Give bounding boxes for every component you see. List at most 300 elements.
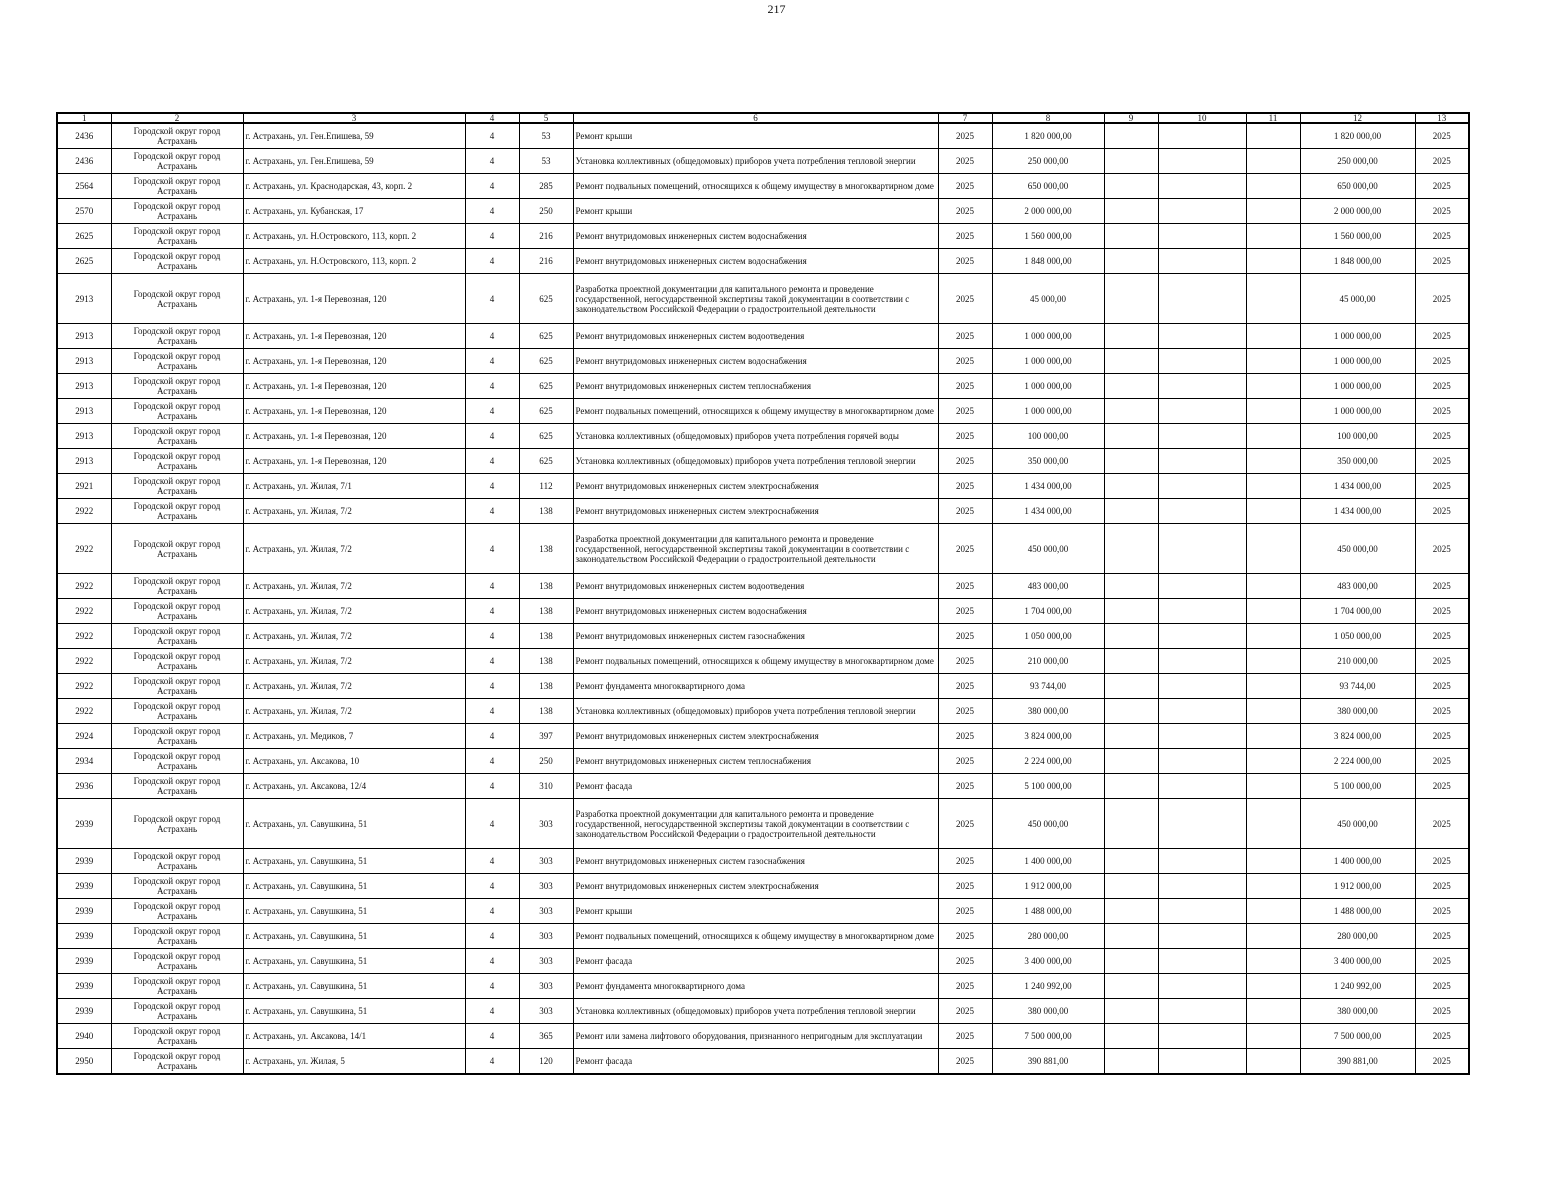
cell-municipality: Городской округ город Астрахань — [111, 1024, 243, 1049]
cell-year-start: 2025 — [938, 474, 992, 499]
cell-work-type: Установка коллективных (общедомовых) приборов учета потребления тепловой энергии — [573, 999, 938, 1024]
cell-cost-total: 1 704 000,00 — [992, 599, 1104, 624]
cell-cost-2 — [1158, 849, 1246, 874]
cell-year-end: 2025 — [1415, 749, 1469, 774]
cell-cost-total: 1 820 000,00 — [992, 123, 1104, 149]
cell-cost-2 — [1158, 424, 1246, 449]
cell-year-end: 2025 — [1415, 499, 1469, 524]
cell-municipality: Городской округ город Астрахань — [111, 849, 243, 874]
cell-year-start: 2025 — [938, 974, 992, 999]
cell-address: г. Астрахань, ул. 1-я Перевозная, 120 — [243, 349, 465, 374]
cell-apartments: 112 — [519, 474, 573, 499]
cell-cost-1 — [1104, 524, 1158, 574]
cell-cost-3 — [1246, 749, 1300, 774]
cell-year-end: 2025 — [1415, 624, 1469, 649]
cell-year-end: 2025 — [1415, 224, 1469, 249]
cell-year-end: 2025 — [1415, 324, 1469, 349]
table-row — [57, 324, 1469, 349]
cell-year-start: 2025 — [938, 574, 992, 599]
cell-year-end: 2025 — [1415, 599, 1469, 624]
cell-apartments: 216 — [519, 249, 573, 274]
table-row — [57, 949, 1469, 974]
cell-cost-3 — [1246, 874, 1300, 899]
cell-cost-1 — [1104, 724, 1158, 749]
table-row — [57, 749, 1469, 774]
cell-apartments: 303 — [519, 949, 573, 974]
cell-cost-2 — [1158, 924, 1246, 949]
cell-address: г. Астрахань, ул. Аксакова, 12/4 — [243, 774, 465, 799]
cell-cost-total: 380 000,00 — [992, 699, 1104, 724]
cell-cost-total: 1 434 000,00 — [992, 499, 1104, 524]
cell-record-id: 2939 — [57, 799, 111, 849]
cell-apartments: 216 — [519, 224, 573, 249]
cell-year-end: 2025 — [1415, 924, 1469, 949]
table-row — [57, 974, 1469, 999]
cell-floors: 4 — [465, 274, 519, 324]
cell-year-end: 2025 — [1415, 899, 1469, 924]
cell-year-end: 2025 — [1415, 874, 1469, 899]
cell-cost-total: 280 000,00 — [992, 924, 1104, 949]
cell-cost-fund: 210 000,00 — [1300, 649, 1415, 674]
cell-cost-3 — [1246, 374, 1300, 399]
column-header-8: 8 — [992, 113, 1104, 123]
cell-address: г. Астрахань, ул. 1-я Перевозная, 120 — [243, 399, 465, 424]
cell-cost-1 — [1104, 474, 1158, 499]
cell-cost-3 — [1246, 649, 1300, 674]
cell-cost-1 — [1104, 224, 1158, 249]
cell-cost-total: 1 000 000,00 — [992, 374, 1104, 399]
cell-cost-3 — [1246, 974, 1300, 999]
cell-cost-fund: 250 000,00 — [1300, 149, 1415, 174]
cell-cost-total: 450 000,00 — [992, 524, 1104, 574]
cell-municipality: Городской округ город Астрахань — [111, 1049, 243, 1075]
cell-cost-total: 210 000,00 — [992, 649, 1104, 674]
cell-cost-3 — [1246, 999, 1300, 1024]
cell-floors: 4 — [465, 624, 519, 649]
cell-cost-3 — [1246, 149, 1300, 174]
cell-address: г. Астрахань, ул. Медиков, 7 — [243, 724, 465, 749]
cell-floors: 4 — [465, 149, 519, 174]
table-row — [57, 924, 1469, 949]
cell-year-end: 2025 — [1415, 399, 1469, 424]
cell-work-type: Ремонт фундамента многоквартирного дома — [573, 674, 938, 699]
cell-cost-1 — [1104, 899, 1158, 924]
cell-cost-total: 1 000 000,00 — [992, 324, 1104, 349]
cell-record-id: 2934 — [57, 749, 111, 774]
cell-year-start: 2025 — [938, 224, 992, 249]
table-row — [57, 874, 1469, 899]
cell-work-type: Ремонт фасада — [573, 774, 938, 799]
cell-cost-total: 7 500 000,00 — [992, 1024, 1104, 1049]
table-row — [57, 224, 1469, 249]
cell-record-id: 2936 — [57, 774, 111, 799]
cell-apartments: 303 — [519, 924, 573, 949]
cell-year-start: 2025 — [938, 774, 992, 799]
cell-cost-fund: 5 100 000,00 — [1300, 774, 1415, 799]
cell-cost-fund: 1 400 000,00 — [1300, 849, 1415, 874]
cell-municipality: Городской округ город Астрахань — [111, 599, 243, 624]
cell-work-type: Ремонт подвальных помещений, относящихся к общему имуществу в многоквартирном доме — [573, 649, 938, 674]
cell-municipality: Городской округ город Астрахань — [111, 974, 243, 999]
cell-address: г. Астрахань, ул. Жилая, 7/2 — [243, 674, 465, 699]
cell-record-id: 2913 — [57, 449, 111, 474]
cell-work-type: Ремонт внутридомовых инженерных систем электроснабжения — [573, 474, 938, 499]
cell-municipality: Городской округ город Астрахань — [111, 899, 243, 924]
cell-year-start: 2025 — [938, 399, 992, 424]
cell-cost-1 — [1104, 1024, 1158, 1049]
cell-floors: 4 — [465, 949, 519, 974]
cell-cost-2 — [1158, 1024, 1246, 1049]
cell-address: г. Астрахань, ул. Савушкина, 51 — [243, 849, 465, 874]
cell-floors: 4 — [465, 199, 519, 224]
cell-cost-fund: 1 560 000,00 — [1300, 224, 1415, 249]
cell-floors: 4 — [465, 799, 519, 849]
cell-address: г. Астрахань, ул. Савушкина, 51 — [243, 899, 465, 924]
cell-cost-total: 45 000,00 — [992, 274, 1104, 324]
cell-floors: 4 — [465, 574, 519, 599]
cell-cost-3 — [1246, 1049, 1300, 1075]
cell-cost-1 — [1104, 874, 1158, 899]
cell-cost-3 — [1246, 724, 1300, 749]
cell-year-end: 2025 — [1415, 799, 1469, 849]
cell-apartments: 138 — [519, 624, 573, 649]
cell-record-id: 2913 — [57, 349, 111, 374]
cell-record-id: 2436 — [57, 123, 111, 149]
cell-cost-fund: 1 000 000,00 — [1300, 374, 1415, 399]
cell-year-end: 2025 — [1415, 949, 1469, 974]
table-row — [57, 1024, 1469, 1049]
cell-floors: 4 — [465, 599, 519, 624]
cell-year-end: 2025 — [1415, 349, 1469, 374]
cell-cost-2 — [1158, 999, 1246, 1024]
cell-address: г. Астрахань, ул. Жилая, 7/2 — [243, 524, 465, 574]
cell-cost-3 — [1246, 599, 1300, 624]
cell-work-type: Разработка проектной документации для капитального ремонта и проведение государственной, негосударственной экспертизы такой документации в соответствии с законодательством Российской Федерации о градостроительной деятельности — [573, 274, 938, 324]
cell-record-id: 2922 — [57, 499, 111, 524]
cell-work-type: Ремонт крыши — [573, 199, 938, 224]
cell-address: г. Астрахань, ул. Аксакова, 10 — [243, 749, 465, 774]
cell-municipality: Городской округ город Астрахань — [111, 449, 243, 474]
cell-year-end: 2025 — [1415, 999, 1469, 1024]
cell-year-start: 2025 — [938, 674, 992, 699]
cell-record-id: 2921 — [57, 474, 111, 499]
cell-work-type: Ремонт подвальных помещений, относящихся к общему имуществу в многоквартирном доме — [573, 399, 938, 424]
cell-municipality: Городской округ город Астрахань — [111, 724, 243, 749]
cell-cost-2 — [1158, 499, 1246, 524]
cell-cost-2 — [1158, 524, 1246, 574]
cell-cost-2 — [1158, 624, 1246, 649]
cell-year-end: 2025 — [1415, 774, 1469, 799]
cell-apartments: 303 — [519, 974, 573, 999]
cell-record-id: 2913 — [57, 424, 111, 449]
cell-cost-3 — [1246, 324, 1300, 349]
cell-cost-1 — [1104, 674, 1158, 699]
cell-cost-2 — [1158, 599, 1246, 624]
cell-address: г. Астрахань, ул. Жилая, 7/2 — [243, 499, 465, 524]
cell-cost-2 — [1158, 474, 1246, 499]
cell-cost-fund: 1 050 000,00 — [1300, 624, 1415, 649]
cell-record-id: 2939 — [57, 849, 111, 874]
cell-cost-total: 5 100 000,00 — [992, 774, 1104, 799]
cell-cost-fund: 3 400 000,00 — [1300, 949, 1415, 974]
cell-cost-1 — [1104, 949, 1158, 974]
cell-year-start: 2025 — [938, 349, 992, 374]
cell-municipality: Городской округ город Астрахань — [111, 349, 243, 374]
cell-cost-2 — [1158, 674, 1246, 699]
cell-year-end: 2025 — [1415, 123, 1469, 149]
cell-record-id: 2625 — [57, 249, 111, 274]
cell-apartments: 138 — [519, 674, 573, 699]
cell-municipality: Городской округ город Астрахань — [111, 149, 243, 174]
cell-floors: 4 — [465, 524, 519, 574]
cell-year-start: 2025 — [938, 274, 992, 324]
table-row — [57, 349, 1469, 374]
cell-apartments: 138 — [519, 524, 573, 574]
cell-cost-total: 3 400 000,00 — [992, 949, 1104, 974]
cell-address: г. Астрахань, ул. Савушкина, 51 — [243, 799, 465, 849]
cell-cost-1 — [1104, 849, 1158, 874]
cell-work-type: Установка коллективных (общедомовых) приборов учета потребления тепловой энергии — [573, 149, 938, 174]
cell-cost-1 — [1104, 624, 1158, 649]
cell-municipality: Городской округ город Астрахань — [111, 324, 243, 349]
cell-municipality: Городской округ город Астрахань — [111, 174, 243, 199]
cell-cost-total: 2 000 000,00 — [992, 199, 1104, 224]
table-row — [57, 899, 1469, 924]
cell-cost-1 — [1104, 149, 1158, 174]
cell-floors: 4 — [465, 1024, 519, 1049]
cell-address: г. Астрахань, ул. Ген.Епишева, 59 — [243, 123, 465, 149]
cell-work-type: Ремонт крыши — [573, 899, 938, 924]
column-header-3: 3 — [243, 113, 465, 123]
cell-work-type: Ремонт фасада — [573, 1049, 938, 1075]
cell-cost-2 — [1158, 799, 1246, 849]
cell-year-start: 2025 — [938, 724, 992, 749]
cell-apartments: 285 — [519, 174, 573, 199]
cell-year-start: 2025 — [938, 524, 992, 574]
cell-floors: 4 — [465, 224, 519, 249]
cell-municipality: Городской округ город Астрахань — [111, 574, 243, 599]
cell-apartments: 138 — [519, 499, 573, 524]
cell-record-id: 2436 — [57, 149, 111, 174]
cell-apartments: 138 — [519, 599, 573, 624]
cell-year-start: 2025 — [938, 374, 992, 399]
cell-cost-3 — [1246, 174, 1300, 199]
cell-year-start: 2025 — [938, 849, 992, 874]
cell-cost-1 — [1104, 499, 1158, 524]
cell-floors: 4 — [465, 849, 519, 874]
cell-cost-total: 2 224 000,00 — [992, 749, 1104, 774]
cell-record-id: 2625 — [57, 224, 111, 249]
cell-cost-fund: 483 000,00 — [1300, 574, 1415, 599]
cell-address: г. Астрахань, ул. Савушкина, 51 — [243, 999, 465, 1024]
cell-work-type: Ремонт подвальных помещений, относящихся к общему имуществу в многоквартирном доме — [573, 174, 938, 199]
cell-cost-3 — [1246, 399, 1300, 424]
cell-cost-fund: 1 912 000,00 — [1300, 874, 1415, 899]
cell-address: г. Астрахань, ул. Кубанская, 17 — [243, 199, 465, 224]
table-row — [57, 624, 1469, 649]
cell-address: г. Астрахань, ул. Н.Островского, 113, корп. 2 — [243, 249, 465, 274]
table-row — [57, 799, 1469, 849]
cell-cost-fund: 93 744,00 — [1300, 674, 1415, 699]
cell-cost-fund: 1 488 000,00 — [1300, 899, 1415, 924]
cell-municipality: Городской округ город Астрахань — [111, 123, 243, 149]
table-row — [57, 174, 1469, 199]
cell-cost-3 — [1246, 449, 1300, 474]
cell-work-type: Ремонт фундамента многоквартирного дома — [573, 974, 938, 999]
cell-address: г. Астрахань, ул. Савушкина, 51 — [243, 949, 465, 974]
cell-year-end: 2025 — [1415, 974, 1469, 999]
cell-cost-total: 1 000 000,00 — [992, 349, 1104, 374]
cell-year-end: 2025 — [1415, 424, 1469, 449]
cell-record-id: 2913 — [57, 274, 111, 324]
cell-cost-3 — [1246, 499, 1300, 524]
cell-address: г. Астрахань, ул. Ген.Епишева, 59 — [243, 149, 465, 174]
cell-cost-2 — [1158, 199, 1246, 224]
cell-cost-fund: 1 434 000,00 — [1300, 474, 1415, 499]
cell-cost-1 — [1104, 424, 1158, 449]
cell-year-start: 2025 — [938, 199, 992, 224]
cell-address: г. Астрахань, ул. Жилая, 7/1 — [243, 474, 465, 499]
cell-cost-fund: 2 224 000,00 — [1300, 749, 1415, 774]
cell-year-end: 2025 — [1415, 649, 1469, 674]
cell-floors: 4 — [465, 424, 519, 449]
cell-floors: 4 — [465, 123, 519, 149]
cell-cost-2 — [1158, 699, 1246, 724]
cell-work-type: Ремонт внутридомовых инженерных систем теплоснабжения — [573, 374, 938, 399]
cell-cost-fund: 2 000 000,00 — [1300, 199, 1415, 224]
cell-work-type: Ремонт внутридомовых инженерных систем электроснабжения — [573, 724, 938, 749]
cell-year-end: 2025 — [1415, 724, 1469, 749]
cell-cost-2 — [1158, 1049, 1246, 1075]
cell-municipality: Городской округ город Астрахань — [111, 224, 243, 249]
cell-apartments: 53 — [519, 149, 573, 174]
cell-cost-1 — [1104, 974, 1158, 999]
cell-work-type: Ремонт внутридомовых инженерных систем водоснабжения — [573, 599, 938, 624]
cell-record-id: 2939 — [57, 899, 111, 924]
cell-floors: 4 — [465, 974, 519, 999]
cell-work-type: Ремонт внутридомовых инженерных систем водоснабжения — [573, 224, 938, 249]
cell-apartments: 625 — [519, 399, 573, 424]
cell-cost-fund: 100 000,00 — [1300, 424, 1415, 449]
cell-year-start: 2025 — [938, 749, 992, 774]
cell-year-start: 2025 — [938, 174, 992, 199]
capital-repair-table — [56, 112, 1470, 1075]
table-row — [57, 849, 1469, 874]
table-row — [57, 123, 1469, 149]
cell-cost-fund: 280 000,00 — [1300, 924, 1415, 949]
cell-cost-fund: 1 434 000,00 — [1300, 499, 1415, 524]
cell-municipality: Городской округ город Астрахань — [111, 949, 243, 974]
cell-year-end: 2025 — [1415, 199, 1469, 224]
cell-apartments: 250 — [519, 199, 573, 224]
table-row — [57, 249, 1469, 274]
cell-cost-1 — [1104, 249, 1158, 274]
cell-work-type: Ремонт внутридомовых инженерных систем водоснабжения — [573, 349, 938, 374]
cell-year-end: 2025 — [1415, 149, 1469, 174]
cell-municipality: Городской округ город Астрахань — [111, 374, 243, 399]
column-header-11: 11 — [1246, 113, 1300, 123]
cell-cost-2 — [1158, 749, 1246, 774]
cell-address: г. Астрахань, ул. Жилая, 5 — [243, 1049, 465, 1075]
cell-municipality: Городской округ город Астрахань — [111, 924, 243, 949]
cell-cost-3 — [1246, 624, 1300, 649]
cell-municipality: Городской округ город Астрахань — [111, 699, 243, 724]
cell-cost-fund: 1 000 000,00 — [1300, 399, 1415, 424]
cell-work-type: Ремонт внутридомовых инженерных систем водоснабжения — [573, 249, 938, 274]
cell-apartments: 250 — [519, 749, 573, 774]
cell-year-start: 2025 — [938, 249, 992, 274]
cell-apartments: 138 — [519, 649, 573, 674]
cell-address: г. Астрахань, ул. 1-я Перевозная, 120 — [243, 324, 465, 349]
column-header-12: 12 — [1300, 113, 1415, 123]
cell-year-start: 2025 — [938, 424, 992, 449]
cell-floors: 4 — [465, 399, 519, 424]
cell-record-id: 2939 — [57, 949, 111, 974]
cell-municipality: Городской округ город Астрахань — [111, 399, 243, 424]
cell-work-type: Установка коллективных (общедомовых) приборов учета потребления горячей воды — [573, 424, 938, 449]
cell-work-type: Ремонт внутридомовых инженерных систем водоотведения — [573, 574, 938, 599]
cell-address: г. Астрахань, ул. Жилая, 7/2 — [243, 649, 465, 674]
cell-apartments: 310 — [519, 774, 573, 799]
cell-address: г. Астрахань, ул. 1-я Перевозная, 120 — [243, 274, 465, 324]
cell-year-start: 2025 — [938, 324, 992, 349]
table-row — [57, 524, 1469, 574]
cell-municipality: Городской округ город Астрахань — [111, 249, 243, 274]
cell-cost-fund: 1 848 000,00 — [1300, 249, 1415, 274]
cell-apartments: 303 — [519, 799, 573, 849]
cell-floors: 4 — [465, 1049, 519, 1075]
cell-floors: 4 — [465, 374, 519, 399]
cell-year-start: 2025 — [938, 123, 992, 149]
cell-year-end: 2025 — [1415, 674, 1469, 699]
cell-work-type: Ремонт крыши — [573, 123, 938, 149]
cell-cost-1 — [1104, 399, 1158, 424]
cell-floors: 4 — [465, 324, 519, 349]
column-header-9: 9 — [1104, 113, 1158, 123]
cell-municipality: Городской округ город Астрахань — [111, 874, 243, 899]
cell-year-end: 2025 — [1415, 374, 1469, 399]
cell-cost-1 — [1104, 1049, 1158, 1075]
cell-cost-3 — [1246, 849, 1300, 874]
table-row — [57, 649, 1469, 674]
column-header-7: 7 — [938, 113, 992, 123]
cell-cost-3 — [1246, 774, 1300, 799]
cell-cost-2 — [1158, 899, 1246, 924]
cell-cost-2 — [1158, 949, 1246, 974]
cell-year-end: 2025 — [1415, 1024, 1469, 1049]
cell-record-id: 2939 — [57, 974, 111, 999]
cell-address: г. Астрахань, ул. Савушкина, 51 — [243, 924, 465, 949]
cell-year-start: 2025 — [938, 449, 992, 474]
column-header-4: 4 — [465, 113, 519, 123]
cell-year-start: 2025 — [938, 599, 992, 624]
cell-cost-1 — [1104, 599, 1158, 624]
cell-record-id: 2564 — [57, 174, 111, 199]
cell-record-id: 2939 — [57, 874, 111, 899]
cell-cost-fund: 1 704 000,00 — [1300, 599, 1415, 624]
table-row — [57, 499, 1469, 524]
cell-work-type: Ремонт внутридомовых инженерных систем водоотведения — [573, 324, 938, 349]
cell-floors: 4 — [465, 249, 519, 274]
cell-cost-1 — [1104, 199, 1158, 224]
cell-apartments: 625 — [519, 449, 573, 474]
cell-cost-total: 250 000,00 — [992, 149, 1104, 174]
cell-record-id: 2922 — [57, 674, 111, 699]
cell-cost-2 — [1158, 324, 1246, 349]
cell-work-type: Ремонт внутридомовых инженерных систем теплоснабжения — [573, 749, 938, 774]
cell-cost-total: 1 000 000,00 — [992, 399, 1104, 424]
cell-cost-fund: 650 000,00 — [1300, 174, 1415, 199]
